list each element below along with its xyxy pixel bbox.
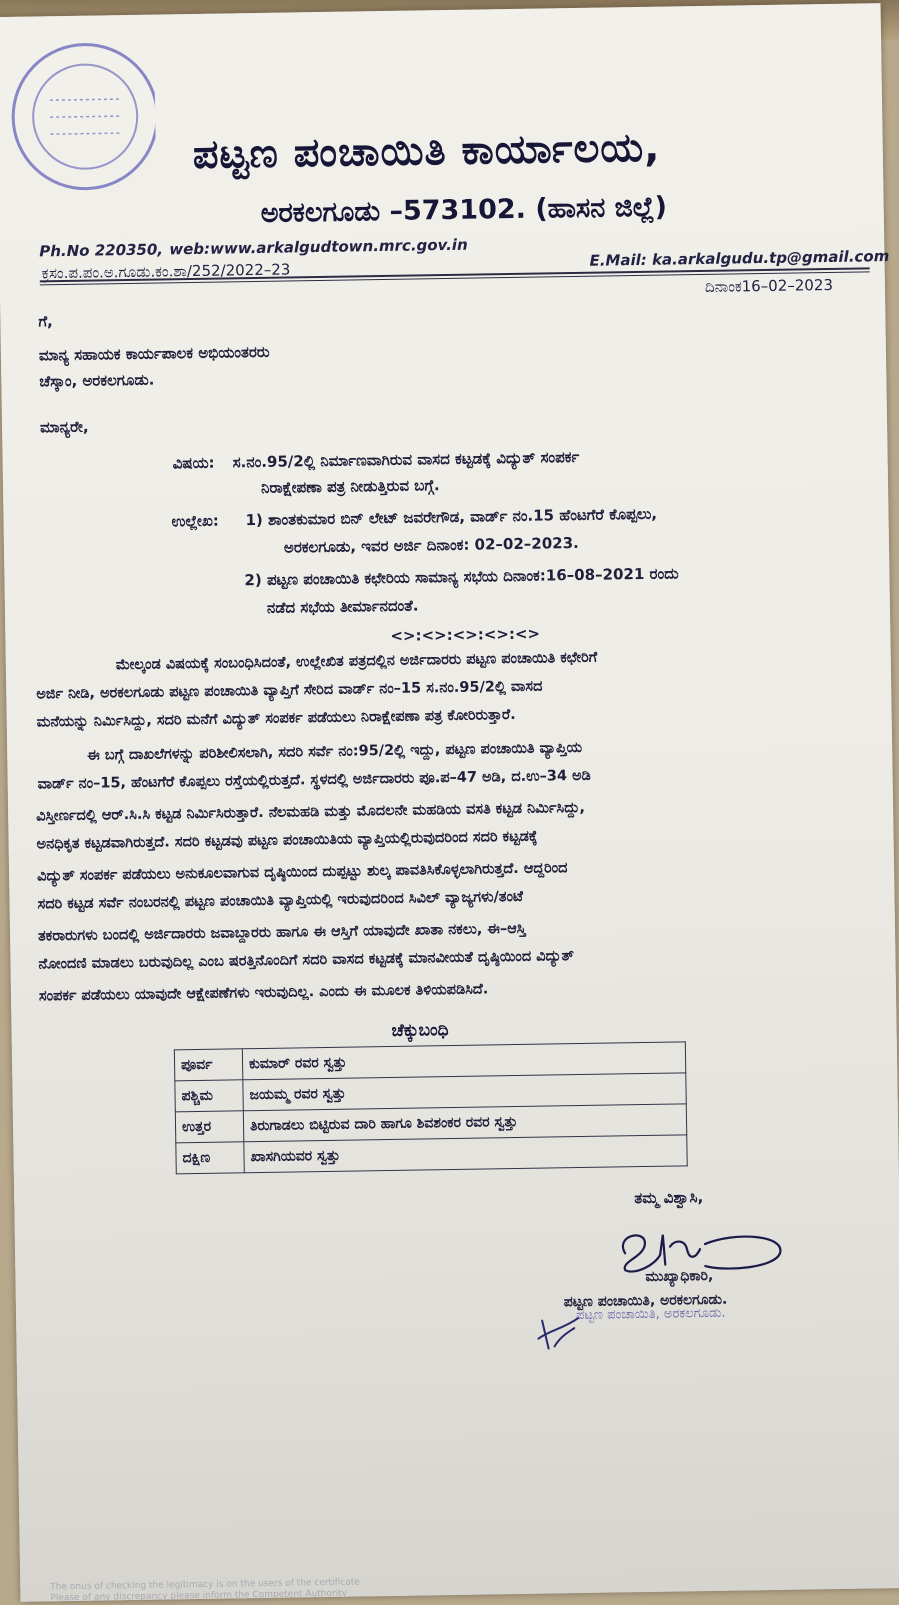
boundary-description: ಖಾಸಗಿಯವರ ಸ್ವತ್ತು <box>244 1135 687 1173</box>
body-line: ವಿದ್ಯುತ್ ಸಂಪರ್ಕ ಪಡೆಯಲು ಅನುಕೂಲವಾಗುವ ದೃಷ್ಠಿಯಿಂದ ದುಪ್ಪಟ್ಟು ಶುಲ್ಕ ಪಾವತಿಸಿಕೊಳ್ಳಲಾಗಿರುತ್ತದೆ. ಆದ್ದರಿಂದ <box>36 860 568 885</box>
table-row <box>176 1135 687 1174</box>
footer-disclaimer <box>50 1578 360 1605</box>
office-phone: Ph.No 220350, <box>39 240 164 261</box>
body-line: ಮನೆಯನ್ನು ನಿರ್ಮಿಸಿದ್ದು, ಸದರಿ ಮನೆಗೆ ವಿದ್ಯುತ್ ಸಂಪರ್ಕ ಪಡೆಯಲು ನಿರಾಕ್ಷೇಪಣಾ ಪತ್ರ ಕೋರಿರುತ್ತಾರೆ. <box>36 706 516 731</box>
body-line: ತಕರಾರುಗಳು ಬಂದಲ್ಲಿ ಅರ್ಜಿದಾರರು ಜವಾಬ್ದಾರರು ಹಾಗೂ ಈ ಆಸ್ತಿಗೆ ಯಾವುದೇ ಖಾತಾ ನಕಲು, ಈ–ಆಸ್ತಿ <box>37 920 526 945</box>
signatory-office: ಪಟ್ಟಣ ಪಂಚಾಯಿತಿ, ಅರಕಲಗೂಡು. <box>563 1291 728 1311</box>
addressee-line-1: ಮಾನ್ಯ ಸಹಾಯಕ ಕಾರ್ಯಪಾಲಕ ಅಭಿಯಂತರರು <box>38 342 270 365</box>
boundary-direction: ಉತ್ತರ <box>175 1111 243 1143</box>
boundary-direction: ದಕ್ಷಿಣ <box>176 1142 244 1174</box>
boundary-description: ತಿರುಗಾಡಲು ಬಿಟ್ಟಿರುವ ದಾರಿ ಹಾಗೂ ಶಿವಶಂಕರ ರವರ ಸ್ವತ್ತು <box>243 1104 686 1142</box>
office-seal-stamp <box>4 21 157 213</box>
reference-item-2-line-1: 2) ಪಟ್ಟಣ ಪಂಚಾಯಿತಿ ಕಛೇರಿಯ ಸಾಮಾನ್ಯ ಸಭೆಯ ದಿನಾಂಕ:16–08–2021 ರಂದು <box>244 564 679 590</box>
body-line: ನೋಂದಣಿ ಮಾಡಲು ಬರುವುದಿಲ್ಲ ಎಂಬ ಷರತ್ತಿನೊಂದಿಗೆ ಸದರಿ ವಾಸದ ಕಟ್ಟಡಕ್ಕೆ ಮಾನವೀಯತೆ ದೃಷ್ಠಿಯಿಂದ ವಿದ್ಯುತ್ <box>38 948 575 973</box>
letter-date: ದಿನಾಂಕ16–02–2023 <box>704 275 834 296</box>
body-line: ಈ ಬಗ್ಗೆ ದಾಖಲೆಗಳನ್ನು ಪರಿಶೀಲಿಸಲಾಗಿ, ಸದರಿ ಸರ್ವೆ ನಂ:95/2ಲ್ಲಿ ಇದ್ದು, ಪಟ್ಟಣ ಪಂಚಾಯಿತಿ ವ್ಯಾಪ್ತಿಯ <box>87 739 583 764</box>
boundary-direction: ಪೂರ್ವ <box>174 1049 242 1081</box>
body-line: ವಾರ್ಡ್ ನಂ–15, ಹೆಂಟಗೆರೆ ಕೊಪ್ಪಲು ರಸ್ತೆಯಲ್ಲಿರುತ್ತದೆ. ಸ್ಥಳದಲ್ಲಿ ಅರ್ಜಿದಾರರು ಪೂ.ಪ–47 ಅಡಿ, ದ.ಉ–34 ಅಡಿ <box>37 767 591 793</box>
signature-stamp: ಪಟ್ಟಣ ಪಂಚಾಯಿತಿ, ಅರಕಲಗೂಡು. <box>575 1305 726 1324</box>
addressee-line-2: ಚೆಸ್ಕಾಂ, ಅರಕಲಗೂಡು. <box>39 370 155 391</box>
body-line: ವಿಸ್ತೀರ್ಣದಲ್ಲಿ ಆರ್.ಸಿ.ಸಿ ಕಟ್ಟಡ ನಿರ್ಮಿಸಿರುತ್ತಾರೆ. ನೆಲಮಹಡಿ ಮತ್ತು ಮೊದಲನೇ ಮಹಡಿಯ ವಸತಿ ಕಟ್ಟಡ ನಿರ್ಮಿಸಿದ್ದು, <box>36 799 586 825</box>
body-line: ಅರ್ಜಿ ನೀಡಿ, ಅರಕಲಗೂಡು ಪಟ್ಟಣ ಪಂಚಾಯಿತಿ ವ್ಯಾಪ್ತಿಗೆ ಸೇರಿದ ವಾರ್ಡ್ ನಂ–15 ಸ.ನಂ.95/2ಲ್ಲಿ ವಾಸದ <box>36 678 543 703</box>
body-line: ಸದರಿ ಕಟ್ಟಡ ಸರ್ವೆ ನಂಬರನಲ್ಲಿ ಪಟ್ಟಣ ಪಂಚಾಯಿತಿ ವ್ಯಾಪ್ತಿಯಲ್ಲಿ ಇರುವುದರಿಂದ ಸಿವಿಲ್ ವ್ಯಾಜ್ಯಗಳು/ತಂಟೆ <box>37 888 524 913</box>
reference-item-1-line-1: 1) ಶಾಂತಕುಮಾರ ಬಿನ್ ಲೇಟ್ ಜವರೇಗೌಡ, ವಾರ್ಡ್ ನಂ.15 ಹೆಂಟಗೆರೆ ಕೊಪ್ಪಲು, <box>245 504 658 530</box>
boundary-direction: ಪಶ್ಚಿಮ <box>175 1080 243 1112</box>
boundaries-heading: ಚೆಕ್ಕುಬಂಧಿ <box>391 1020 449 1041</box>
footer-line-1: The onus of checking the legitimacy is on the users of the certificate <box>50 1577 360 1593</box>
body-line: ಅನಧಿಕೃತ ಕಟ್ಟಡವಾಗಿರುತ್ತದೆ. ಸದರಿ ಕಟ್ಟಡವು ಪಟ್ಟಣ ಪಂಚಾಯಿತಿಯ ವ್ಯಾಪ್ತಿಯಲ್ಲಿರುವುದರಿಂದ ಸದರಿ ಕಟ್ಟಡಕ್ಕೆ <box>36 828 538 853</box>
references-label: ಉಲ್ಲೇಖ: <box>171 511 219 531</box>
subject-line-1: ಸ.ನಂ.95/2ಲ್ಲಿ ನಿರ್ಮಾಣವಾಗಿರುವ ವಾಸದ ಕಟ್ಟಡಕ್ಕೆ ವಿದ್ಯುತ್ ಸಂಪರ್ಕ <box>232 447 580 472</box>
handwritten-initial <box>534 1308 585 1354</box>
office-title: ಪಟ್ಟಣ ಪಂಚಾಯಿತಿ ಕಾರ್ಯಾಲಯ, <box>192 124 661 178</box>
subject-label: ವಿಷಯ: <box>172 453 215 473</box>
boundary-description: ಜಯಮ್ಮ ರವರ ಸ್ವತ್ತು <box>243 1073 686 1111</box>
reference-item-2-line-2: ನಡೆದ ಸಭೆಯ ತೀರ್ಮಾನದಂತೆ. <box>266 596 419 617</box>
body-line: ಸಂಪರ್ಕ ಪಡೆಯಲು ಯಾವುದೇ ಆಕ್ಷೇಪಣೆಗಳು ಇರುವುದಿಲ್ಲ. ಎಂದು ಈ ಮೂಲಕ ತಿಳಿಯಪಡಿಸಿದೆ. <box>38 981 489 1005</box>
body-line: ಮೇಲ್ಕಂಡ ವಿಷಯಕ್ಕೆ ಸಂಬಂಧಿಸಿದಂತೆ, ಉಲ್ಲೇಖಿತ ಪತ್ರದಲ್ಲಿನ ಅರ್ಜಿದಾರರು ಪಟ್ಟಣ ಪಂಚಾಯಿತಿ ಕಛೇರಿಗೆ <box>115 649 598 674</box>
reference-number: ಕ್ರಸಂ.ಪ.ಪಂ.ಅ.ಗೂಡು.ಕಂ.ಶಾ/252/2022–23 <box>41 260 291 283</box>
footer-line-2: Please of any discrepancy please inform the Competent Authority <box>50 1588 348 1604</box>
subject-line-2: ನಿರಾಕ್ಷೇಪಣಾ ಪತ್ರ ನೀಡುತ್ತಿರುವ ಬಗ್ಗೆ. <box>260 476 440 497</box>
addressee-to: ಗೆ, <box>38 312 53 331</box>
section-divider: <>:<>:<>:<>:<> <box>390 624 541 645</box>
signatory-title: ಮುಖ್ಯಾಧಿಕಾರಿ, <box>645 1267 714 1285</box>
reference-item-1-line-2: ಅರಕಲಗೂಡು, ಇವರ ಅರ್ಜಿ ದಿನಾಂಕ: 02–02–2023. <box>283 533 579 557</box>
office-address: ಅರಕಲಗೂಡು –573102. (ಹಾಸನ ಜಿಲ್ಲೆ) <box>260 191 668 229</box>
salutation: ಮಾನ್ಯರೇ, <box>39 417 89 437</box>
office-email: E.Mail: ka.arkalgudu.tp@gmail.com <box>589 247 890 270</box>
letter-page <box>0 3 899 1602</box>
boundary-description: ಕುಮಾರ್ ರವರ ಸ್ವತ್ತು <box>242 1042 685 1080</box>
boundaries-table <box>174 1041 688 1174</box>
closing-regards: ತಮ್ಮ ವಿಶ್ವಾಸಿ, <box>634 1188 704 1208</box>
office-website: web:www.arkalgudtown.mrc.gov.in <box>169 235 468 259</box>
